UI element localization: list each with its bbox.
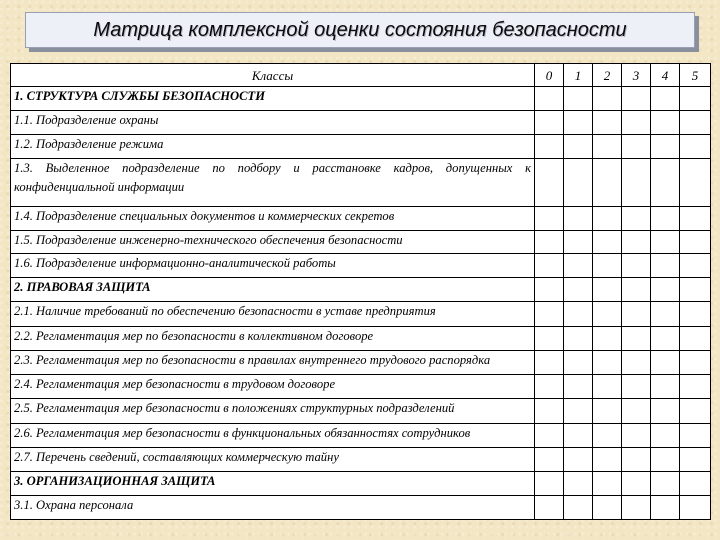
- score-cell-1[interactable]: [564, 496, 593, 520]
- score-header-2: 2: [593, 64, 622, 87]
- score-cell-0[interactable]: [535, 448, 564, 472]
- section-label: 3. ОРГАНИЗАЦИОННАЯ ЗАЩИТА: [11, 472, 535, 496]
- criterion-label: 2.6. Регламентация мер безопасности в функциональных обязанностях сотрудников: [11, 423, 535, 448]
- score-cell-0[interactable]: [535, 110, 564, 134]
- score-cell-2[interactable]: [593, 110, 622, 134]
- score-cell-1[interactable]: [564, 278, 593, 302]
- criterion-label: 1.6. Подразделение информационно-аналитической работы: [11, 254, 535, 278]
- score-cell-0[interactable]: [535, 423, 564, 448]
- score-cell-4[interactable]: [651, 110, 680, 134]
- score-header-5: 5: [680, 64, 711, 87]
- score-cell-3[interactable]: [622, 375, 651, 399]
- criterion-label: 1.4. Подразделение специальных документов и коммерческих секретов: [11, 206, 535, 230]
- criterion-label: 1.3. Выделенное подразделение по подбору и расстановке кадров, допущенных к конфиденциальной информации: [11, 158, 535, 206]
- score-cell-4[interactable]: [651, 448, 680, 472]
- score-cell-0[interactable]: [535, 302, 564, 327]
- criterion-label: 1.1. Подразделение охраны: [11, 110, 535, 134]
- score-cell-4[interactable]: [651, 496, 680, 520]
- score-cell-4[interactable]: [651, 472, 680, 496]
- score-cell-3[interactable]: [622, 206, 651, 230]
- score-cell-4[interactable]: [651, 375, 680, 399]
- score-cell-2[interactable]: [593, 254, 622, 278]
- table-row: [11, 158, 711, 206]
- score-cell-1[interactable]: [564, 134, 593, 158]
- score-cell-4[interactable]: [651, 158, 680, 206]
- score-cell-0[interactable]: [535, 230, 564, 254]
- score-cell-4[interactable]: [651, 134, 680, 158]
- score-cell-0[interactable]: [535, 399, 564, 424]
- criterion-label: 2.3. Регламентация мер по безопасности в правилах внутреннего трудового распорядка: [11, 350, 535, 375]
- score-cell-3[interactable]: [622, 278, 651, 302]
- score-header-4: 4: [651, 64, 680, 87]
- score-cell-1[interactable]: [564, 423, 593, 448]
- score-cell-5[interactable]: [680, 206, 711, 230]
- score-cell-5[interactable]: [680, 350, 711, 375]
- score-cell-3[interactable]: [622, 350, 651, 375]
- score-cell-0[interactable]: [535, 134, 564, 158]
- score-cell-2[interactable]: [593, 399, 622, 424]
- score-cell-0[interactable]: [535, 158, 564, 206]
- score-cell-0[interactable]: [535, 496, 564, 520]
- score-cell-5[interactable]: [680, 278, 711, 302]
- score-cell-0[interactable]: [535, 350, 564, 375]
- score-cell-5[interactable]: [680, 254, 711, 278]
- score-cell-1[interactable]: [564, 302, 593, 327]
- score-cell-5[interactable]: [680, 496, 711, 520]
- score-cell-4[interactable]: [651, 350, 680, 375]
- score-cell-1[interactable]: [564, 206, 593, 230]
- score-cell-4[interactable]: [651, 278, 680, 302]
- score-cell-3[interactable]: [622, 87, 651, 111]
- criterion-label: 1.5. Подразделение инженерно-технического обеспечения безопасности: [11, 230, 535, 254]
- table-row: [11, 230, 711, 254]
- score-cell-3[interactable]: [622, 110, 651, 134]
- score-cell-4[interactable]: [651, 399, 680, 424]
- score-cell-0[interactable]: [535, 254, 564, 278]
- score-cell-3[interactable]: [622, 399, 651, 424]
- slide-title: Матрица комплексной оценки состояния безопасности: [93, 18, 627, 41]
- score-cell-2[interactable]: [593, 302, 622, 327]
- score-cell-5[interactable]: [680, 375, 711, 399]
- score-cell-5[interactable]: [680, 230, 711, 254]
- score-cell-5[interactable]: [680, 448, 711, 472]
- criterion-label: 2.4. Регламентация мер безопасности в трудовом договоре: [11, 375, 535, 399]
- table-row: [11, 448, 711, 472]
- score-cell-0[interactable]: [535, 375, 564, 399]
- criterion-label: 2.2. Регламентация мер по безопасности в коллективном договоре: [11, 326, 535, 350]
- score-cell-1[interactable]: [564, 230, 593, 254]
- score-cell-2[interactable]: [593, 278, 622, 302]
- score-cell-4[interactable]: [651, 87, 680, 111]
- table-row: [11, 302, 711, 327]
- criterion-label: 1.2. Подразделение режима: [11, 134, 535, 158]
- score-cell-2[interactable]: [593, 134, 622, 158]
- score-cell-0[interactable]: [535, 472, 564, 496]
- score-cell-1[interactable]: [564, 399, 593, 424]
- score-cell-5[interactable]: [680, 158, 711, 206]
- score-cell-3[interactable]: [622, 326, 651, 350]
- score-cell-3[interactable]: [622, 158, 651, 206]
- score-cell-2[interactable]: [593, 472, 622, 496]
- score-cell-5[interactable]: [680, 399, 711, 424]
- score-cell-2[interactable]: [593, 206, 622, 230]
- table-row: [11, 206, 711, 230]
- score-cell-0[interactable]: [535, 326, 564, 350]
- score-cell-1[interactable]: [564, 326, 593, 350]
- criterion-label: 3.1. Охрана персонала: [11, 496, 535, 520]
- score-cell-5[interactable]: [680, 326, 711, 350]
- score-header-3: 3: [622, 64, 651, 87]
- matrix-body: [11, 87, 711, 520]
- score-cell-1[interactable]: [564, 472, 593, 496]
- table-row: [11, 375, 711, 399]
- table-row: [11, 134, 711, 158]
- score-cell-5[interactable]: [680, 87, 711, 111]
- section-row: [11, 87, 711, 111]
- score-cell-1[interactable]: [564, 254, 593, 278]
- table-row: [11, 496, 711, 520]
- table-row: [11, 350, 711, 375]
- score-cell-1[interactable]: [564, 350, 593, 375]
- score-cell-3[interactable]: [622, 496, 651, 520]
- score-cell-2[interactable]: [593, 87, 622, 111]
- score-cell-2[interactable]: [593, 350, 622, 375]
- score-cell-4[interactable]: [651, 254, 680, 278]
- table-row: [11, 254, 711, 278]
- score-header-0: 0: [535, 64, 564, 87]
- score-cell-2[interactable]: [593, 448, 622, 472]
- score-cell-4[interactable]: [651, 423, 680, 448]
- score-cell-2[interactable]: [593, 158, 622, 206]
- table-row: [11, 399, 711, 424]
- score-cell-2[interactable]: [593, 326, 622, 350]
- score-cell-4[interactable]: [651, 302, 680, 327]
- score-cell-1[interactable]: [564, 158, 593, 206]
- score-cell-4[interactable]: [651, 326, 680, 350]
- assessment-matrix-table: [10, 63, 711, 520]
- score-cell-4[interactable]: [651, 206, 680, 230]
- criterion-label: 2.7. Перечень сведений, составляющих коммерческую тайну: [11, 448, 535, 472]
- score-cell-5[interactable]: [680, 110, 711, 134]
- table-row: [11, 110, 711, 134]
- section-label: 2. ПРАВОВАЯ ЗАЩИТА: [11, 278, 535, 302]
- score-cell-5[interactable]: [680, 472, 711, 496]
- score-cell-1[interactable]: [564, 375, 593, 399]
- classes-header: Классы: [11, 64, 535, 87]
- criterion-label: 2.5. Регламентация мер безопасности в положениях структурных подразделений: [11, 399, 535, 424]
- score-cell-1[interactable]: [564, 110, 593, 134]
- score-cell-2[interactable]: [593, 423, 622, 448]
- score-cell-2[interactable]: [593, 496, 622, 520]
- score-cell-0[interactable]: [535, 87, 564, 111]
- section-row: [11, 278, 711, 302]
- score-cell-0[interactable]: [535, 278, 564, 302]
- score-cell-3[interactable]: [622, 230, 651, 254]
- section-label: 1. СТРУКТУРА СЛУЖБЫ БЕЗОПАСНОСТИ: [11, 87, 535, 111]
- score-cell-5[interactable]: [680, 134, 711, 158]
- header-row: [11, 64, 711, 87]
- score-cell-5[interactable]: [680, 423, 711, 448]
- score-cell-1[interactable]: [564, 87, 593, 111]
- score-cell-3[interactable]: [622, 448, 651, 472]
- score-cell-3[interactable]: [622, 134, 651, 158]
- score-cell-1[interactable]: [564, 448, 593, 472]
- criterion-label: 2.1. Наличие требований по обеспечению безопасности в уставе предприятия: [11, 302, 535, 327]
- section-row: [11, 472, 711, 496]
- table-row: [11, 423, 711, 448]
- score-cell-0[interactable]: [535, 206, 564, 230]
- score-header-1: 1: [564, 64, 593, 87]
- score-cell-2[interactable]: [593, 375, 622, 399]
- score-cell-3[interactable]: [622, 423, 651, 448]
- score-cell-3[interactable]: [622, 254, 651, 278]
- score-cell-5[interactable]: [680, 302, 711, 327]
- score-cell-3[interactable]: [622, 472, 651, 496]
- table-row: [11, 326, 711, 350]
- score-cell-4[interactable]: [651, 230, 680, 254]
- slide-title-box: [25, 12, 695, 48]
- score-cell-3[interactable]: [622, 302, 651, 327]
- score-cell-2[interactable]: [593, 230, 622, 254]
